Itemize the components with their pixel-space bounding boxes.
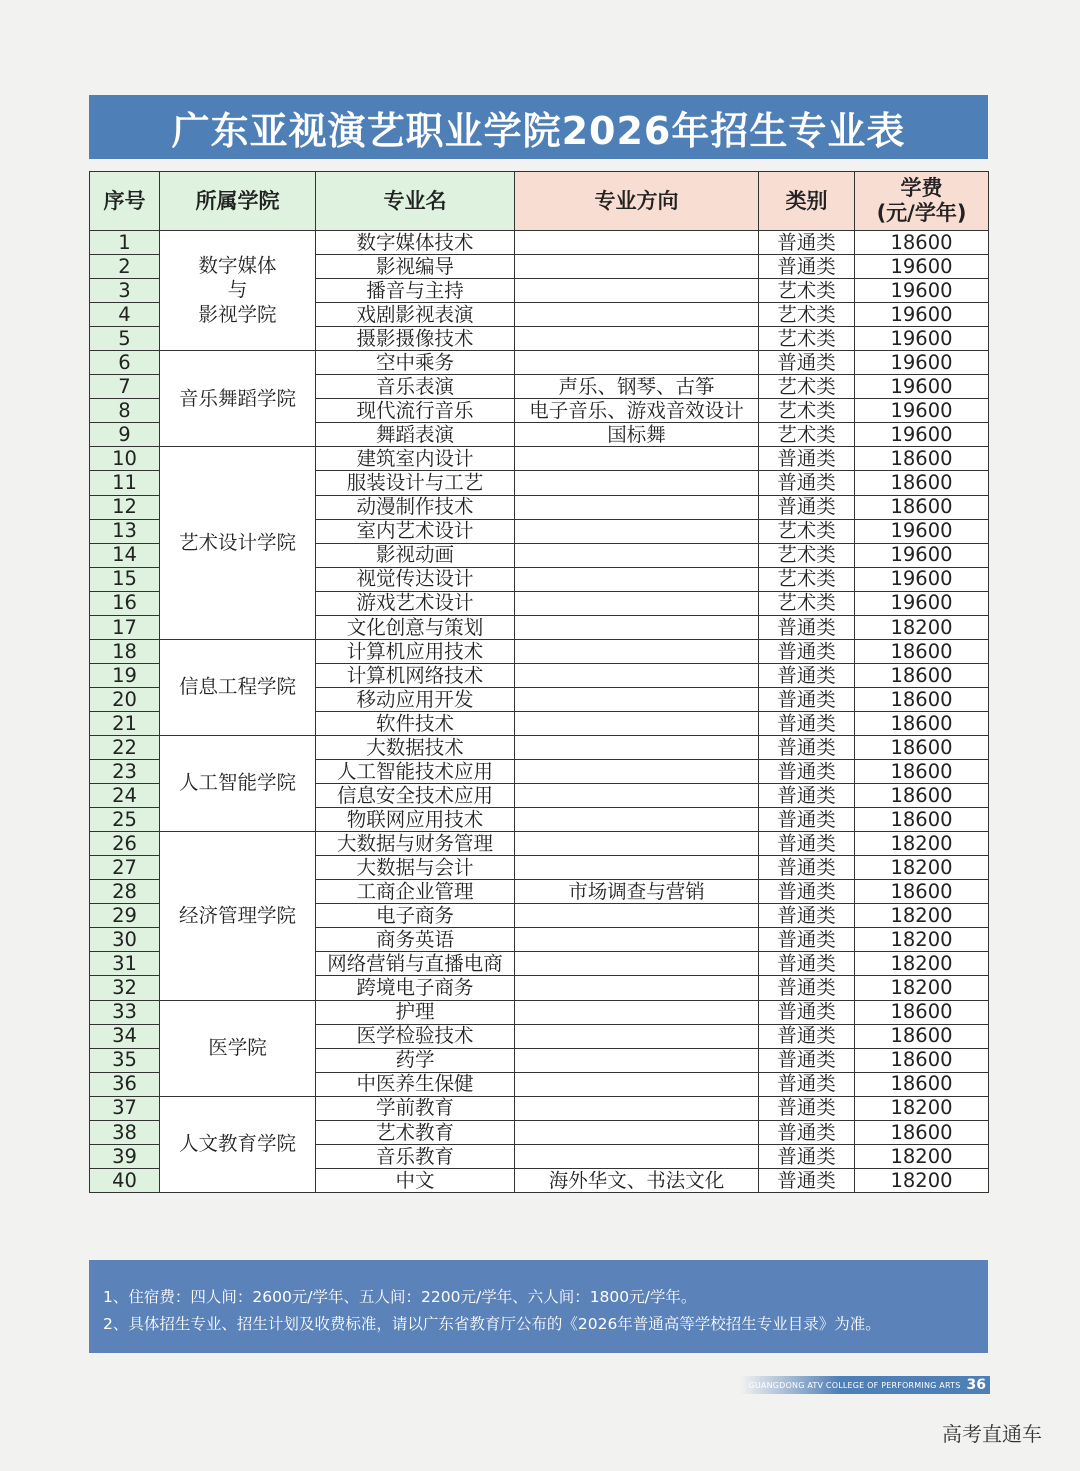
cell-category: 普通类 <box>759 904 855 928</box>
cell-direction <box>515 976 759 1000</box>
cell-seq: 35 <box>90 1048 160 1072</box>
cell-fee: 18600 <box>855 760 989 784</box>
cell-category: 普通类 <box>759 928 855 952</box>
cell-fee: 19600 <box>855 255 989 279</box>
cell-major: 动漫制作技术 <box>316 495 515 519</box>
cell-direction <box>515 928 759 952</box>
cell-fee: 18200 <box>855 928 989 952</box>
cell-major: 信息安全技术应用 <box>316 784 515 808</box>
cell-seq: 20 <box>90 687 160 711</box>
cell-category: 普通类 <box>759 1048 855 1072</box>
cell-major: 网络营销与直播电商 <box>316 952 515 976</box>
cell-seq: 9 <box>90 423 160 447</box>
cell-direction <box>515 471 759 495</box>
cell-major: 工商企业管理 <box>316 880 515 904</box>
cell-category: 普通类 <box>759 255 855 279</box>
cell-seq: 5 <box>90 327 160 351</box>
cell-seq: 1 <box>90 231 160 255</box>
table-row <box>90 351 989 375</box>
cell-direction <box>515 711 759 735</box>
cell-category: 普通类 <box>759 1168 855 1192</box>
cell-seq: 27 <box>90 856 160 880</box>
cell-major: 游戏艺术设计 <box>316 591 515 615</box>
cell-major: 服装设计与工艺 <box>316 471 515 495</box>
college-name-line: 经济管理学院 <box>178 903 296 927</box>
cell-fee: 18200 <box>855 615 989 639</box>
cell-fee: 18600 <box>855 231 989 255</box>
cell-direction: 声乐、钢琴、古筝 <box>515 375 759 399</box>
cell-fee: 19600 <box>855 279 989 303</box>
cell-fee: 18200 <box>855 952 989 976</box>
cell-fee: 18200 <box>855 1144 989 1168</box>
cell-college <box>160 1096 316 1192</box>
cell-fee: 18600 <box>855 663 989 687</box>
cell-direction: 海外华文、书法文化 <box>515 1168 759 1192</box>
cell-major: 医学检验技术 <box>316 1024 515 1048</box>
cell-college <box>160 1000 316 1096</box>
cell-fee: 18600 <box>855 735 989 759</box>
cell-direction <box>515 327 759 351</box>
cell-seq: 11 <box>90 471 160 495</box>
cell-direction <box>515 784 759 808</box>
college-name-line: 信息工程学院 <box>178 675 296 699</box>
cell-direction <box>515 760 759 784</box>
cell-major: 舞蹈表演 <box>316 423 515 447</box>
cell-fee: 18200 <box>855 856 989 880</box>
page-number: 36 <box>966 1377 986 1393</box>
cell-seq: 32 <box>90 976 160 1000</box>
cell-direction <box>515 615 759 639</box>
cell-major: 软件技术 <box>316 711 515 735</box>
cell-category: 普通类 <box>759 784 855 808</box>
cell-college <box>160 447 316 639</box>
cell-category: 普通类 <box>759 615 855 639</box>
cell-category: 普通类 <box>759 663 855 687</box>
cell-category: 普通类 <box>759 760 855 784</box>
cell-fee: 18200 <box>855 832 989 856</box>
cell-fee: 18600 <box>855 687 989 711</box>
header-seq: 序号 <box>90 172 160 231</box>
cell-seq: 37 <box>90 1096 160 1120</box>
table-row <box>90 1000 989 1024</box>
cell-seq: 36 <box>90 1072 160 1096</box>
cell-seq: 10 <box>90 447 160 471</box>
cell-seq: 15 <box>90 567 160 591</box>
cell-direction <box>515 519 759 543</box>
cell-major: 建筑室内设计 <box>316 447 515 471</box>
cell-category: 普通类 <box>759 639 855 663</box>
cell-direction <box>515 856 759 880</box>
cell-fee: 18600 <box>855 784 989 808</box>
cell-direction <box>515 543 759 567</box>
cell-seq: 25 <box>90 808 160 832</box>
page-title: 广东亚视演艺职业学院2026年招生专业表 <box>89 95 988 159</box>
note-accommodation: 1、住宿费：四人间：2600元/学年、五人间：2200元/学年、六人间：1800元/学年。 <box>103 1288 697 1306</box>
cell-major: 现代流行音乐 <box>316 399 515 423</box>
cell-college <box>160 351 316 447</box>
cell-category: 普通类 <box>759 735 855 759</box>
cell-direction <box>515 567 759 591</box>
footer-strip <box>740 1376 990 1394</box>
cell-seq: 40 <box>90 1168 160 1192</box>
cell-seq: 17 <box>90 615 160 639</box>
table-row <box>90 735 989 759</box>
cell-category: 艺术类 <box>759 423 855 447</box>
header-fee-line2: (元/学年) <box>876 201 967 225</box>
cell-fee: 18600 <box>855 1072 989 1096</box>
cell-category: 普通类 <box>759 808 855 832</box>
cell-category: 普通类 <box>759 351 855 375</box>
cell-category: 艺术类 <box>759 375 855 399</box>
cell-seq: 24 <box>90 784 160 808</box>
cell-category: 普通类 <box>759 856 855 880</box>
cell-fee: 19600 <box>855 519 989 543</box>
cell-direction <box>515 447 759 471</box>
cell-fee: 18600 <box>855 471 989 495</box>
cell-seq: 12 <box>90 495 160 519</box>
cell-major: 药学 <box>316 1048 515 1072</box>
notes-box <box>89 1260 988 1353</box>
cell-category: 普通类 <box>759 832 855 856</box>
cell-direction <box>515 808 759 832</box>
cell-seq: 39 <box>90 1144 160 1168</box>
cell-seq: 22 <box>90 735 160 759</box>
cell-college <box>160 735 316 831</box>
cell-fee: 19600 <box>855 423 989 447</box>
cell-seq: 16 <box>90 591 160 615</box>
cell-direction <box>515 1024 759 1048</box>
cell-category: 普通类 <box>759 1072 855 1096</box>
header-fee-line1: 学费 <box>900 175 943 200</box>
cell-category: 普通类 <box>759 1096 855 1120</box>
cell-fee: 18600 <box>855 1048 989 1072</box>
cell-seq: 26 <box>90 832 160 856</box>
header-fee <box>855 172 989 231</box>
cell-direction <box>515 1144 759 1168</box>
majors-table <box>89 171 989 1193</box>
cell-fee: 18200 <box>855 904 989 928</box>
cell-category: 普通类 <box>759 1144 855 1168</box>
cell-category: 普通类 <box>759 231 855 255</box>
cell-major: 戏剧影视表演 <box>316 303 515 327</box>
college-name-line: 艺术设计学院 <box>178 530 296 554</box>
cell-fee: 19600 <box>855 375 989 399</box>
cell-direction <box>515 663 759 687</box>
table-row <box>90 639 989 663</box>
cell-category: 艺术类 <box>759 567 855 591</box>
cell-seq: 8 <box>90 399 160 423</box>
cell-direction <box>515 231 759 255</box>
cell-seq: 19 <box>90 663 160 687</box>
cell-direction: 市场调查与营销 <box>515 880 759 904</box>
cell-seq: 21 <box>90 711 160 735</box>
cell-major: 影视动画 <box>316 543 515 567</box>
cell-seq: 33 <box>90 1000 160 1024</box>
table-row <box>90 231 989 255</box>
college-name-line: 数字媒体 <box>198 254 277 278</box>
cell-fee: 18600 <box>855 1024 989 1048</box>
cell-seq: 13 <box>90 519 160 543</box>
cell-direction <box>515 591 759 615</box>
cell-category: 普通类 <box>759 1000 855 1024</box>
cell-direction <box>515 952 759 976</box>
cell-fee: 18600 <box>855 808 989 832</box>
college-name-line: 音乐舞蹈学院 <box>178 386 296 410</box>
cell-seq: 31 <box>90 952 160 976</box>
cell-seq: 14 <box>90 543 160 567</box>
table-header-row <box>90 172 989 231</box>
cell-college <box>160 231 316 351</box>
cell-major: 商务英语 <box>316 928 515 952</box>
cell-seq: 23 <box>90 760 160 784</box>
cell-direction <box>515 1000 759 1024</box>
cell-seq: 28 <box>90 880 160 904</box>
cell-direction <box>515 1048 759 1072</box>
cell-direction <box>515 1096 759 1120</box>
cell-fee: 18600 <box>855 495 989 519</box>
cell-major: 音乐教育 <box>316 1144 515 1168</box>
note-disclaimer: 2、具体招生专业、招生计划及收费标准，请以广东省教育厅公布的《2026年普通高等学校招生专业目录》为准。 <box>103 1315 881 1333</box>
college-name-line: 人文教育学院 <box>178 1132 296 1156</box>
cell-direction <box>515 687 759 711</box>
cell-direction <box>515 1072 759 1096</box>
cell-fee: 18600 <box>855 447 989 471</box>
cell-major: 计算机应用技术 <box>316 639 515 663</box>
cell-major: 学前教育 <box>316 1096 515 1120</box>
cell-major: 摄影摄像技术 <box>316 327 515 351</box>
college-name-line: 人工智能学院 <box>178 771 296 795</box>
cell-category: 艺术类 <box>759 519 855 543</box>
cell-major: 播音与主持 <box>316 279 515 303</box>
cell-major: 大数据与财务管理 <box>316 832 515 856</box>
cell-category: 普通类 <box>759 880 855 904</box>
cell-major: 文化创意与策划 <box>316 615 515 639</box>
cell-major: 中文 <box>316 1168 515 1192</box>
cell-category: 艺术类 <box>759 399 855 423</box>
college-name-line: 影视学院 <box>198 302 277 326</box>
cell-category: 普通类 <box>759 495 855 519</box>
cell-seq: 34 <box>90 1024 160 1048</box>
cell-major: 计算机网络技术 <box>316 663 515 687</box>
cell-direction <box>515 639 759 663</box>
cell-major: 跨境电子商务 <box>316 976 515 1000</box>
cell-category: 艺术类 <box>759 303 855 327</box>
footer-college-name: GUANGDONG ATV COLLEGE OF PERFORMING ARTS <box>748 1380 961 1390</box>
college-name-line: 与 <box>227 278 248 302</box>
table-row <box>90 1096 989 1120</box>
cell-fee: 18200 <box>855 1168 989 1192</box>
header-direction: 专业方向 <box>515 172 759 231</box>
cell-direction <box>515 255 759 279</box>
cell-seq: 18 <box>90 639 160 663</box>
cell-fee: 18200 <box>855 1096 989 1120</box>
cell-category: 普通类 <box>759 976 855 1000</box>
cell-category: 艺术类 <box>759 327 855 351</box>
cell-seq: 29 <box>90 904 160 928</box>
cell-major: 音乐表演 <box>316 375 515 399</box>
cell-fee: 18600 <box>855 880 989 904</box>
cell-major: 影视编导 <box>316 255 515 279</box>
cell-major: 大数据与会计 <box>316 856 515 880</box>
cell-category: 普通类 <box>759 471 855 495</box>
table-row <box>90 447 989 471</box>
cell-fee: 19600 <box>855 327 989 351</box>
cell-fee: 19600 <box>855 567 989 591</box>
cell-category: 艺术类 <box>759 279 855 303</box>
header-college: 所属学院 <box>160 172 316 231</box>
cell-college <box>160 639 316 735</box>
cell-seq: 3 <box>90 279 160 303</box>
cell-major: 移动应用开发 <box>316 687 515 711</box>
cell-fee: 19600 <box>855 399 989 423</box>
cell-direction <box>515 904 759 928</box>
cell-major: 室内艺术设计 <box>316 519 515 543</box>
cell-major: 物联网应用技术 <box>316 808 515 832</box>
cell-major: 中医养生保健 <box>316 1072 515 1096</box>
cell-direction <box>515 832 759 856</box>
cell-fee: 19600 <box>855 303 989 327</box>
cell-category: 艺术类 <box>759 543 855 567</box>
cell-category: 普通类 <box>759 711 855 735</box>
cell-direction: 电子音乐、游戏音效设计 <box>515 399 759 423</box>
cell-fee: 19600 <box>855 351 989 375</box>
cell-category: 普通类 <box>759 952 855 976</box>
cell-major: 大数据技术 <box>316 735 515 759</box>
cell-fee: 19600 <box>855 591 989 615</box>
cell-direction <box>515 495 759 519</box>
cell-fee: 18600 <box>855 1120 989 1144</box>
cell-direction <box>515 279 759 303</box>
table-body <box>90 231 989 1193</box>
cell-fee: 18600 <box>855 711 989 735</box>
college-name-line: 医学院 <box>208 1035 267 1059</box>
cell-direction <box>515 1120 759 1144</box>
cell-seq: 7 <box>90 375 160 399</box>
cell-major: 人工智能技术应用 <box>316 760 515 784</box>
cell-direction <box>515 303 759 327</box>
cell-direction <box>515 735 759 759</box>
cell-major: 视觉传达设计 <box>316 567 515 591</box>
cell-seq: 30 <box>90 928 160 952</box>
cell-fee: 19600 <box>855 543 989 567</box>
cell-seq: 2 <box>90 255 160 279</box>
table-row <box>90 832 989 856</box>
cell-major: 护理 <box>316 1000 515 1024</box>
cell-category: 普通类 <box>759 1120 855 1144</box>
cell-category: 艺术类 <box>759 591 855 615</box>
cell-category: 普通类 <box>759 447 855 471</box>
cell-major: 数字媒体技术 <box>316 231 515 255</box>
cell-fee: 18600 <box>855 1000 989 1024</box>
cell-fee: 18200 <box>855 976 989 1000</box>
cell-direction <box>515 351 759 375</box>
cell-seq: 6 <box>90 351 160 375</box>
header-category: 类别 <box>759 172 855 231</box>
cell-seq: 4 <box>90 303 160 327</box>
cell-college <box>160 832 316 1000</box>
cell-fee: 18600 <box>855 639 989 663</box>
cell-category: 普通类 <box>759 687 855 711</box>
cell-seq: 38 <box>90 1120 160 1144</box>
cell-major: 空中乘务 <box>316 351 515 375</box>
watermark-text: 高考直通车 <box>942 1422 1042 1446</box>
cell-category: 普通类 <box>759 1024 855 1048</box>
cell-direction: 国标舞 <box>515 423 759 447</box>
cell-major: 电子商务 <box>316 904 515 928</box>
cell-major: 艺术教育 <box>316 1120 515 1144</box>
header-major: 专业名 <box>316 172 515 231</box>
